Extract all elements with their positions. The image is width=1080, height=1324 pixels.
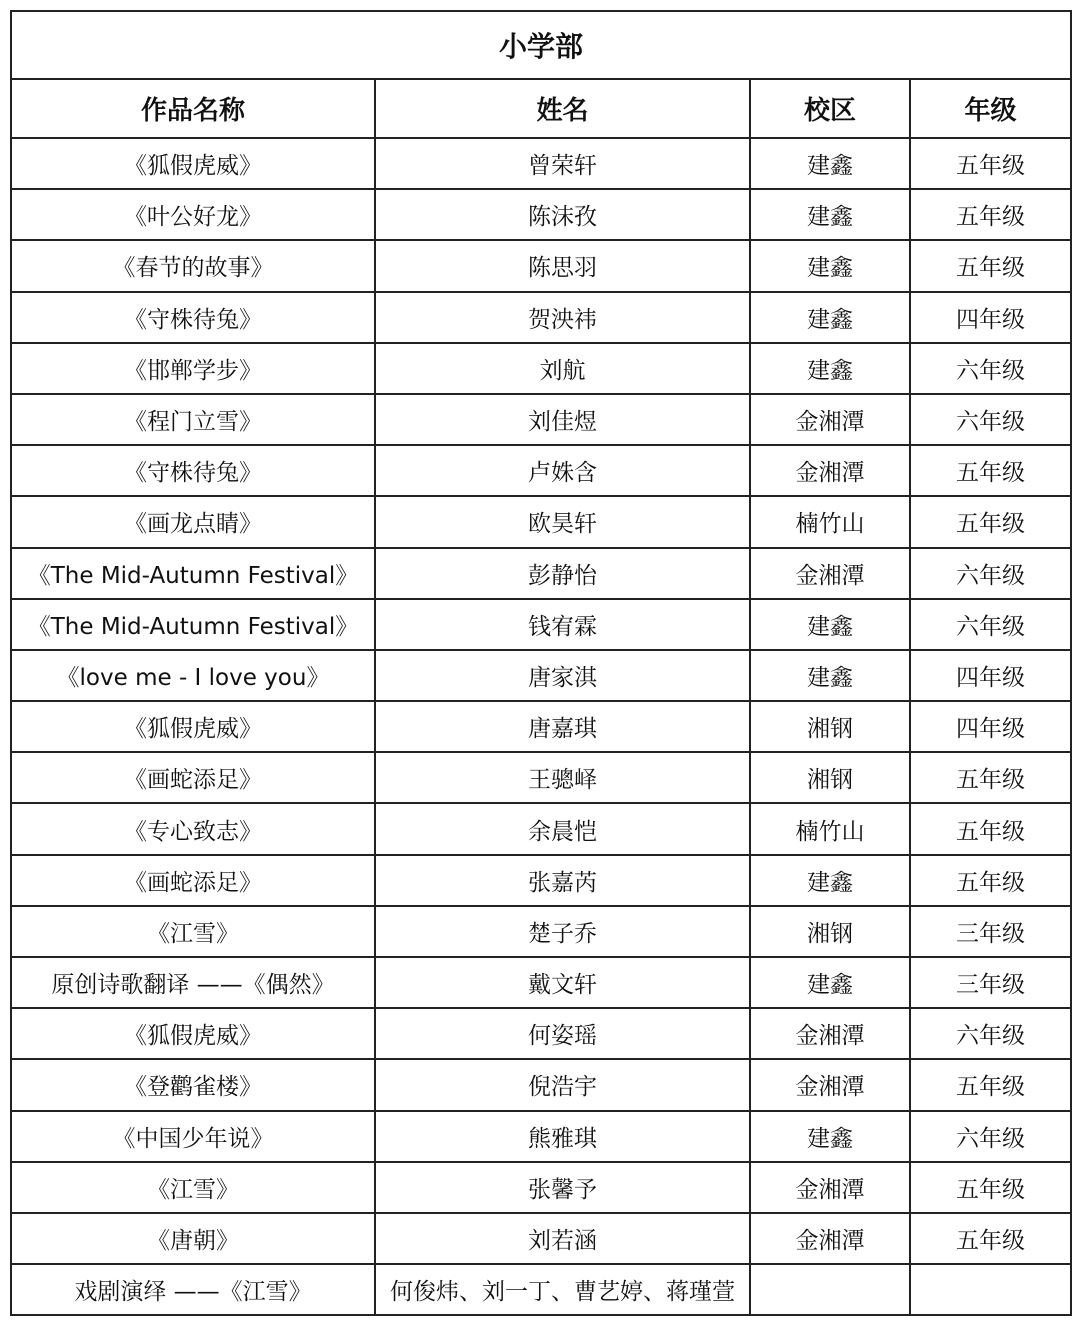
header-grade: 年级 [910, 79, 1071, 138]
table-row [11, 599, 1071, 650]
table-row [11, 1059, 1071, 1110]
cell-work-title: 《守株待兔》 [11, 292, 375, 343]
cell-grade: 五年级 [910, 240, 1071, 291]
cell-grade: 四年级 [910, 650, 1071, 701]
cell-campus: 金湘潭 [750, 1059, 910, 1110]
cell-name: 何姿瑶 [375, 1008, 750, 1059]
cell-campus: 湘钢 [750, 906, 910, 957]
cell-grade: 六年级 [910, 1008, 1071, 1059]
cell-campus: 金湘潭 [750, 1213, 910, 1264]
cell-name: 唐家淇 [375, 650, 750, 701]
table-row [11, 752, 1071, 803]
cell-work-title: 《专心致志》 [11, 803, 375, 854]
cell-work-title: 《画蛇添足》 [11, 855, 375, 906]
table-row [11, 906, 1071, 957]
table-row [11, 957, 1071, 1008]
table-body [11, 138, 1071, 1315]
cell-campus: 金湘潭 [750, 445, 910, 496]
cell-name: 熊雅琪 [375, 1111, 750, 1162]
table-row [11, 855, 1071, 906]
cell-campus: 建鑫 [750, 189, 910, 240]
cell-campus: 建鑫 [750, 240, 910, 291]
cell-grade: 四年级 [910, 292, 1071, 343]
award-table [10, 10, 1072, 1316]
cell-grade: 五年级 [910, 445, 1071, 496]
cell-campus: 金湘潭 [750, 394, 910, 445]
cell-work-title: 《The Mid-Autumn Festival》 [11, 548, 375, 599]
cell-work-title: 《春节的故事》 [11, 240, 375, 291]
cell-grade: 六年级 [910, 394, 1071, 445]
cell-campus: 金湘潭 [750, 548, 910, 599]
cell-name: 何俊炜、刘一丁、曹艺婷、蒋瑾萱 [375, 1264, 750, 1315]
cell-campus: 楠竹山 [750, 496, 910, 547]
cell-campus [750, 1264, 910, 1315]
cell-campus: 建鑫 [750, 957, 910, 1008]
cell-campus: 湘钢 [750, 701, 910, 752]
cell-campus: 建鑫 [750, 138, 910, 189]
cell-grade: 六年级 [910, 343, 1071, 394]
cell-grade: 五年级 [910, 1162, 1071, 1213]
cell-work-title: 《程门立雪》 [11, 394, 375, 445]
cell-work-title: 《狐假虎威》 [11, 701, 375, 752]
cell-name: 曾荣轩 [375, 138, 750, 189]
cell-name: 余晨恺 [375, 803, 750, 854]
cell-campus: 湘钢 [750, 752, 910, 803]
table-row [11, 394, 1071, 445]
cell-campus: 建鑫 [750, 292, 910, 343]
cell-grade: 三年级 [910, 957, 1071, 1008]
cell-campus: 建鑫 [750, 1111, 910, 1162]
table-row [11, 1264, 1071, 1315]
cell-grade: 五年级 [910, 855, 1071, 906]
table-row [11, 1213, 1071, 1264]
cell-work-title: 《江雪》 [11, 906, 375, 957]
table-row [11, 701, 1071, 752]
cell-work-title: 《登鹳雀楼》 [11, 1059, 375, 1110]
cell-name: 唐嘉琪 [375, 701, 750, 752]
table-row [11, 548, 1071, 599]
table-row [11, 1162, 1071, 1213]
cell-name: 张嘉芮 [375, 855, 750, 906]
table-row [11, 496, 1071, 547]
table-row [11, 189, 1071, 240]
cell-work-title: 原创诗歌翻译 ——《偶然》 [11, 957, 375, 1008]
cell-work-title: 《The Mid-Autumn Festival》 [11, 599, 375, 650]
cell-grade: 六年级 [910, 1111, 1071, 1162]
cell-name: 刘若涵 [375, 1213, 750, 1264]
cell-campus: 楠竹山 [750, 803, 910, 854]
header-work-title: 作品名称 [11, 79, 375, 138]
cell-name: 倪浩宇 [375, 1059, 750, 1110]
cell-grade: 五年级 [910, 752, 1071, 803]
cell-grade [910, 1264, 1071, 1315]
cell-campus: 建鑫 [750, 599, 910, 650]
cell-grade: 三年级 [910, 906, 1071, 957]
table-row [11, 1008, 1071, 1059]
table-title: 小学部 [11, 11, 1071, 79]
table-row [11, 240, 1071, 291]
cell-name: 陈思羽 [375, 240, 750, 291]
cell-name: 刘航 [375, 343, 750, 394]
table-row [11, 650, 1071, 701]
table-row [11, 292, 1071, 343]
cell-campus: 金湘潭 [750, 1162, 910, 1213]
cell-name: 欧昊轩 [375, 496, 750, 547]
cell-work-title: 《中国少年说》 [11, 1111, 375, 1162]
cell-work-title: 《邯郸学步》 [11, 343, 375, 394]
cell-grade: 五年级 [910, 803, 1071, 854]
cell-grade: 五年级 [910, 189, 1071, 240]
cell-name: 戴文轩 [375, 957, 750, 1008]
cell-grade: 五年级 [910, 496, 1071, 547]
cell-name: 陈沫孜 [375, 189, 750, 240]
table-row [11, 445, 1071, 496]
table-row [11, 138, 1071, 189]
table-row [11, 803, 1071, 854]
cell-work-title: 《叶公好龙》 [11, 189, 375, 240]
cell-work-title: 《love me - I love you》 [11, 650, 375, 701]
cell-campus: 建鑫 [750, 650, 910, 701]
table-row [11, 343, 1071, 394]
cell-grade: 五年级 [910, 138, 1071, 189]
cell-name: 卢姝含 [375, 445, 750, 496]
cell-name: 贺泱祎 [375, 292, 750, 343]
cell-grade: 六年级 [910, 599, 1071, 650]
cell-grade: 六年级 [910, 548, 1071, 599]
cell-name: 楚子乔 [375, 906, 750, 957]
cell-work-title: 《江雪》 [11, 1162, 375, 1213]
title-row [11, 11, 1071, 79]
header-campus: 校区 [750, 79, 910, 138]
header-row [11, 79, 1071, 138]
cell-name: 王骢峄 [375, 752, 750, 803]
cell-name: 钱宥霖 [375, 599, 750, 650]
cell-campus: 建鑫 [750, 855, 910, 906]
cell-grade: 四年级 [910, 701, 1071, 752]
cell-work-title: 《守株待兔》 [11, 445, 375, 496]
table-row [11, 1111, 1071, 1162]
cell-name: 彭静怡 [375, 548, 750, 599]
cell-work-title: 《画蛇添足》 [11, 752, 375, 803]
cell-campus: 建鑫 [750, 343, 910, 394]
cell-name: 张馨予 [375, 1162, 750, 1213]
cell-work-title: 《唐朝》 [11, 1213, 375, 1264]
cell-work-title: 戏剧演绎 ——《江雪》 [11, 1264, 375, 1315]
cell-grade: 五年级 [910, 1213, 1071, 1264]
cell-grade: 五年级 [910, 1059, 1071, 1110]
cell-name: 刘佳煜 [375, 394, 750, 445]
cell-work-title: 《狐假虎威》 [11, 138, 375, 189]
cell-campus: 金湘潭 [750, 1008, 910, 1059]
cell-work-title: 《狐假虎威》 [11, 1008, 375, 1059]
cell-work-title: 《画龙点睛》 [11, 496, 375, 547]
header-name: 姓名 [375, 79, 750, 138]
